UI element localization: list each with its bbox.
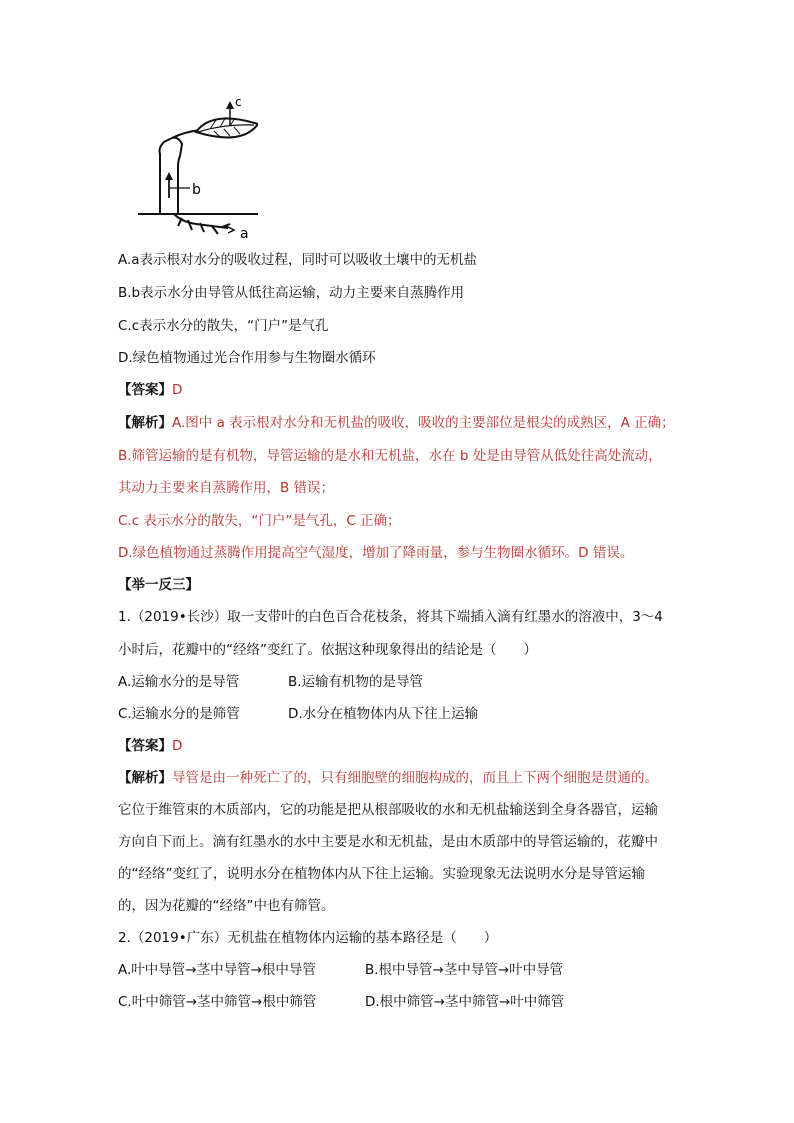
answer-tag: 【答案】 (118, 382, 172, 398)
q0-option-a: A.a表示根对水分的吸收过程，同时可以吸收土壤中的无机盐 (118, 252, 478, 268)
q0-analysis-line-4: C.c 表示水分的散失，“门户”是气孔，C 正确； (118, 513, 401, 529)
q1-stem-line-1: 1.（2019•长沙）取一支带叶的白色百合花枝条，将其下端插入滴有红墨水的溶液中，3～4 (118, 609, 663, 625)
q2-option-a: A.叶中导管→茎中导管→根中导管 (118, 962, 316, 978)
q1-answer (118, 736, 182, 756)
q0-analysis-line-2: B.筛管运输的是有机物，导管运输的是水和无机盐，水在 b 处是由导管从低处往高处流动， (118, 448, 662, 464)
plant-diagram (138, 96, 258, 238)
q1-option-d: D.水分在植物体内从下往上运输 (288, 706, 479, 722)
q1-option-c: C.运输水分的是筛管 (118, 706, 240, 722)
q1-option-a: A.运输水分的是导管 (118, 674, 240, 690)
q2-option-d: D.根中筛管→茎中筛管→叶中筛管 (365, 994, 565, 1010)
answer-value: D (172, 382, 183, 398)
leaf (196, 119, 258, 138)
q0-option-c: C.c表示水分的散失，“门户”是气孔 (118, 318, 329, 334)
q1-analysis-line-4: 的“经络”变红了，说明水分在植物体内从下往上运输。实验现象无法说明水分是导管运输 (118, 866, 645, 882)
q2-stem: 2.（2019•广东）无机盐在植物体内运输的基本路径是（ ） (118, 930, 498, 946)
q1-analysis-line-1: 【解析】导管是由一种死亡了的，只有细胞壁的细胞构成的，而且上下两个细胞是贯通的。 (118, 770, 658, 786)
q1-option-b: B.运输有机物的是导管 (288, 674, 424, 690)
answer-value: D (172, 738, 183, 754)
q1-analysis-line-5: 的，因为花瓣的“经络”中也有筛管。 (118, 898, 335, 914)
q0-analysis-line-3: 其动力主要来自蒸腾作用，B 错误； (118, 480, 335, 496)
label-a: a (240, 226, 249, 238)
q0-option-d: D.绿色植物通过光合作用参与生物圈水循环 (118, 350, 376, 366)
label-b: b (192, 182, 201, 198)
label-c: c (235, 96, 242, 109)
q2-option-c: C.叶中筛管→茎中筛管→根中筛管 (118, 994, 317, 1010)
q0-option-b: B.b表示水分由导管从低往高运输，动力主要来自蒸腾作用 (118, 285, 465, 301)
answer-tag: 【答案】 (118, 738, 172, 754)
roots (174, 214, 230, 234)
q0-analysis-line-5: D.绿色植物通过蒸腾作用提高空气湿度，增加了降雨量，参与生物圈水循环。D 错误。 (118, 545, 634, 561)
section-title: 【举一反三】 (118, 577, 199, 593)
analysis-tag: 【解析】 (118, 770, 172, 786)
q1-stem-line-2: 小时后，花瓣中的“经络”变红了。依据这种现象得出的结论是（ ） (118, 642, 537, 658)
q1-analysis-line-2: 它位于维管束的木质部内，它的功能是把从根部吸收的水和无机盐输送到全身各器官，运输 (118, 802, 658, 818)
analysis-tag: 【解析】 (118, 415, 172, 431)
q0-answer (118, 380, 182, 400)
q1-analysis-line-3: 方向自下而上。滴有红墨水的水中主要是水和无机盐，是由木质部中的导管运输的，花瓣中 (118, 834, 658, 850)
q2-option-b: B.根中导管→茎中导管→叶中导管 (365, 962, 564, 978)
q0-analysis-line-1: 【解析】A.图中 a 表示根对水分和无机盐的吸收，吸收的主要部位是根尖的成熟区，A 正确； (118, 415, 675, 431)
